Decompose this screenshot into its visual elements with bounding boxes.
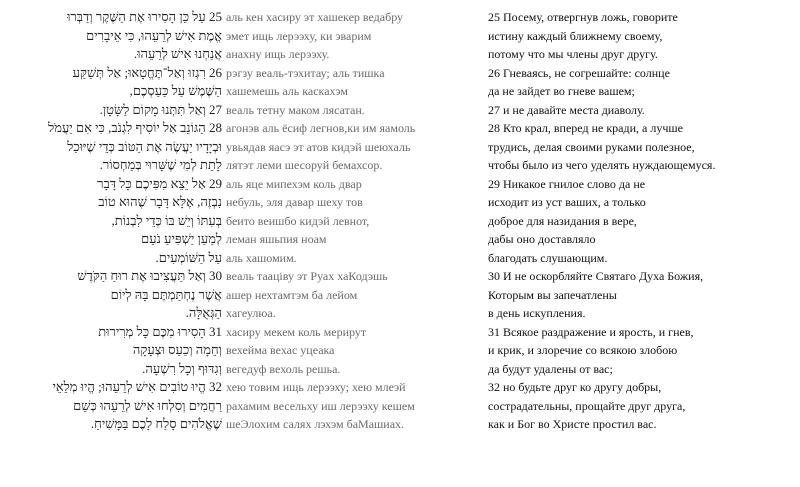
russian-line: доброе для назидания в вере, <box>488 213 637 228</box>
hebrew-line: 28 הַגּוֹנֵב אַל יוֹסִיף לִגְנֹב, כִּי אִם יַעֲמֹל <box>48 120 222 135</box>
transliteration-line: веаль тааціву эт Руах хаКодэшь <box>226 269 388 283</box>
russian-line: исходит из уст ваших, а только <box>488 195 646 209</box>
hebrew-line: אֲשֶׁר נֶחְתַּמְתֶּם בָּהּ לְיוֹם <box>110 286 222 302</box>
transliteration-line: агонэв аль ёсиф легнов,ки им яамоль <box>226 121 416 135</box>
russian-line: как и Бог во Христе простил вас. <box>488 417 657 431</box>
hebrew-line: 26 רִגְזוּ וְאַל־תֶּחֱטָאוּ; אַל תְּשַׁקַּע <box>72 64 222 80</box>
russian-line: трудись, делая своими руками полезное, <box>488 139 695 154</box>
russian-line: благодать слушающим. <box>488 250 608 265</box>
hebrew-line: עַל הַשּׁוֹמְעִים. <box>155 249 222 265</box>
russian-line: да будут удалены от вас; <box>488 361 613 376</box>
russian-line: истину каждый ближнему своему, <box>488 28 663 43</box>
hebrew-line: וְגִדּוּף וְכָל רִשְׁעָה. <box>142 360 222 376</box>
transliteration-line: эмет ищь лерээху, ки эварим <box>226 28 372 43</box>
transliteration-line: хагеулюа. <box>226 306 276 320</box>
russian-line: дабы оно доставляло <box>488 232 596 246</box>
transliteration-line: рахамим весельху иш лерээху кешем <box>226 398 415 413</box>
transliteration-line: беито веишбо кидэй левнот, <box>226 213 370 228</box>
hebrew-line: 31 הָסִירוּ מִכֶּם כָּל מְרִירוּת <box>98 323 222 339</box>
russian-line: сострадательны, прощайте друг друга, <box>488 398 686 413</box>
russian-line: потому что мы члены друг другу. <box>488 47 658 61</box>
hebrew-line: נִבְזֶה, אֶלָּא דָּבָר שֶׁהוּא טוֹב <box>98 194 222 209</box>
hebrew-line: 30 וְאַל תַּעֲצִיבוּ אֶת רוּחַ הַקֹּדֶשׁ <box>77 268 222 283</box>
transliteration-line: небуль, эля давар шеху тов <box>226 195 363 209</box>
hebrew-line: הַגְּאֻלָּה. <box>185 305 222 320</box>
transliteration-line: аль кен хасиру эт хашекер ведабру <box>226 10 404 24</box>
russian-line: да не зайдет во гневе вашем; <box>488 84 635 98</box>
hebrew-line: אֱמֶת אִישׁ לְרֵעֵהוּ, כִּי אֵיבָרִים <box>86 27 222 43</box>
transliteration-line: веаль тетну маком лясатан. <box>226 102 365 117</box>
transliteration-line: рэгзу веаль-тэхитау; аль тишка <box>226 65 385 80</box>
transliteration-line: хасиру мекем коль мерирут <box>226 324 367 339</box>
hebrew-line: לָתֵת לְמִי שֶׁשָּׁרוּי בְּמַחְסוֹר. <box>99 157 222 172</box>
hebrew-line: רַחֲמִים וְסִלְחוּ אִישׁ לְרֵעֵהוּ כְּשֵׁם <box>73 397 222 413</box>
hebrew-line: בְּעִתּוֹ וְיֵשׁ בּוֹ כְּדֵי לִבְנוֹת, <box>111 212 222 228</box>
transliteration-line: леман яшьпия ноам <box>226 232 327 246</box>
russian-line: 28 Кто крал, вперед не кради, а лучше <box>488 121 683 135</box>
transliteration-line: хашемешь аль каскахэм <box>226 84 349 98</box>
transliteration-line: лятэт леми шесоруй бемахсор. <box>226 158 383 172</box>
hebrew-line: 25 עַל כֵּן הָסִירוּ אֶת הַשֶּׁקֶר וְדַבְּרוּ <box>67 9 222 24</box>
russian-line: чтобы было из чего уделять нуждающемуся. <box>488 158 716 172</box>
hebrew-line: וְחֵמָה וְכַעַס וּצְעָקָה <box>132 342 222 357</box>
hebrew-line: 32 הֱיוּ טוֹבִים אִישׁ לְרֵעֵהוּ; הֱיוּ מְלֵאֵי <box>52 379 222 394</box>
transliteration-line: шеЭлохим салях лэхэм баМашиах. <box>226 417 405 431</box>
russian-line: и крик, и злоречие со всякою злобою <box>488 343 678 357</box>
hebrew-line: 29 אַל יֵצֵא מִפִּיכֶם כָּל דָּבָר <box>97 175 222 191</box>
transliteration-line: хею товим ищь лерээху; хею млеэй <box>226 380 406 394</box>
transliteration-line: вегедуф вехоль решьа. <box>226 361 341 376</box>
transliteration-line: аль хашомим. <box>226 250 297 265</box>
transliteration-column <box>226 8 470 434</box>
transliteration-line: увьядав яасэ эт атов кидэй шеюхаль <box>226 139 411 154</box>
russian-line: Которым вы запечатлены <box>488 287 617 302</box>
russian-line: 27 и не давайте места диаволу. <box>488 102 645 117</box>
russian-line: 29 Никакое гнилое слово да не <box>488 176 646 191</box>
hebrew-line: אֲנַחְנוּ אִישׁ לְרֵעֵהוּ. <box>133 46 222 61</box>
hebrew-column <box>8 8 222 434</box>
hebrew-line: 27 וְאַל תִּתְּנוּ מָקוֹם לַשָּׂטָן. <box>99 101 222 117</box>
transliteration-line: ашер нехтамтэм ба лейом <box>226 287 358 302</box>
russian-line: 26 Гневаясь, не согрешайте: солнце <box>488 65 670 80</box>
hebrew-line: שֶׁאֱלֹהִים סָלַח לָכֶם בַּמָּשִׁיחַ. <box>90 416 222 431</box>
russian-line: 31 Всякое раздражение и ярость, и гнев, <box>488 324 694 339</box>
russian-column <box>488 8 798 434</box>
russian-line: 32 но будьте друг ко другу добры, <box>488 380 662 394</box>
russian-line: 25 Посему, отвергнув ложь, говорите <box>488 10 678 24</box>
russian-line: 30 И не оскорбляйте Святаго Духа Божия, <box>488 269 704 283</box>
transliteration-line: анахну ищь лерээху. <box>226 47 330 61</box>
hebrew-line: הַשֶּׁמֶשׁ עַל כַּעַסְכֶם, <box>129 83 222 98</box>
hebrew-line: וּבְיָדָיו יַעֲשֶׂה אֶת הַטּוֹב כְּדֵי שֶׁיּוּכַל <box>67 138 222 154</box>
russian-line: в день искупления. <box>488 306 586 320</box>
transliteration-line: аль яце мипехэм коль двар <box>226 176 362 191</box>
hebrew-line: לְמַעַן יַשְׁפִּיעַ נֹעַם <box>141 231 222 246</box>
transliteration-line: вехейма вехас уцеака <box>226 343 335 357</box>
